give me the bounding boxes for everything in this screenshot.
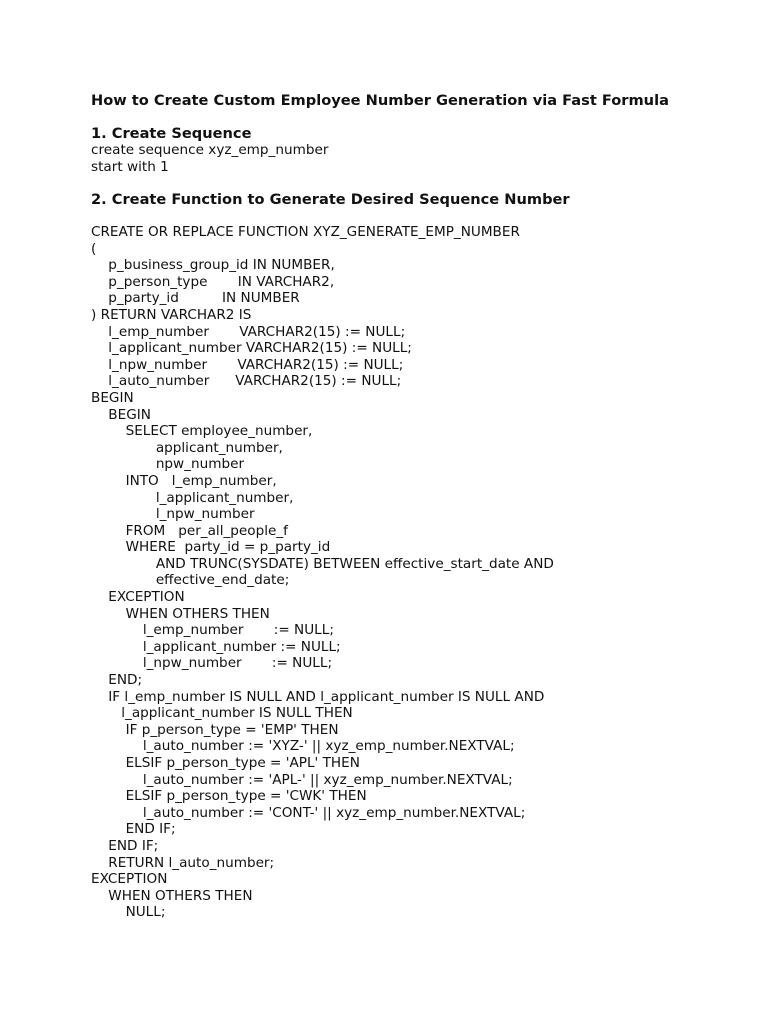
code-line: npw_number bbox=[91, 456, 245, 473]
code-block bbox=[91, 224, 554, 921]
code-line: EXCEPTION bbox=[91, 871, 168, 888]
code-line: p_business_group_id IN NUMBER, bbox=[91, 257, 335, 274]
code-line: l_auto_number VARCHAR2(15) := NULL; bbox=[91, 373, 402, 390]
code-line: p_party_id IN NUMBER bbox=[91, 290, 300, 307]
code-line: INTO l_emp_number, bbox=[91, 472, 277, 489]
code-line: CREATE OR REPLACE FUNCTION XYZ_GENERATE_EMP_NUMBER bbox=[91, 224, 520, 240]
code-line: BEGIN bbox=[91, 389, 134, 406]
code-line: NULL; bbox=[91, 904, 166, 921]
code-line: WHEN OTHERS THEN bbox=[91, 605, 270, 622]
code-line: l_emp_number VARCHAR2(15) := NULL; bbox=[91, 323, 406, 340]
code-line: WHERE party_id = p_party_id bbox=[91, 539, 331, 556]
code-line: END IF; bbox=[91, 837, 159, 854]
code-line: l_applicant_number VARCHAR2(15) := NULL; bbox=[91, 340, 412, 357]
code-line: l_npw_number bbox=[91, 506, 255, 523]
code-line: effective_end_date; bbox=[91, 572, 290, 589]
section-1-heading: 1. Create Sequence bbox=[91, 125, 252, 142]
code-line: WHEN OTHERS THEN bbox=[91, 887, 253, 904]
document-title: How to Create Custom Employee Number Generation via Fast Formula bbox=[91, 92, 669, 109]
code-line: l_emp_number := NULL; bbox=[91, 622, 334, 639]
code-line: applicant_number, bbox=[91, 439, 283, 456]
code-line: EXCEPTION bbox=[91, 589, 185, 606]
code-line: l_auto_number := 'CONT-' || xyz_emp_number.NEXTVAL; bbox=[91, 804, 526, 821]
code-line: ELSIF p_person_type = 'APL' THEN bbox=[91, 755, 360, 771]
code-line: ELSIF p_person_type = 'CWK' THEN bbox=[91, 788, 367, 805]
code-line: l_npw_number VARCHAR2(15) := NULL; bbox=[91, 356, 404, 373]
code-line: l_npw_number := NULL; bbox=[91, 655, 333, 672]
code-line: IF l_emp_number IS NULL AND l_applicant_number IS NULL AND bbox=[91, 688, 545, 705]
section-1-line: start with 1 bbox=[91, 159, 169, 175]
code-line: ) RETURN VARCHAR2 IS bbox=[91, 306, 252, 323]
section-2-heading: 2. Create Function to Generate Desired Sequence Number bbox=[91, 191, 570, 208]
code-line: l_auto_number := 'APL-' || xyz_emp_number.NEXTVAL; bbox=[91, 771, 513, 788]
code-line: END; bbox=[91, 672, 143, 689]
section-1-line: create sequence xyz_emp_number bbox=[91, 142, 329, 158]
code-line: SELECT employee_number, bbox=[91, 423, 313, 440]
code-line: l_applicant_number, bbox=[91, 489, 294, 506]
code-line: l_auto_number := 'XYZ-' || xyz_emp_number.NEXTVAL; bbox=[91, 738, 515, 755]
code-line: AND TRUNC(SYSDATE) BETWEEN effective_start_date AND bbox=[91, 555, 554, 572]
code-line: FROM per_all_people_f bbox=[91, 522, 288, 539]
code-line: IF p_person_type = 'EMP' THEN bbox=[91, 721, 339, 738]
code-line: END IF; bbox=[91, 821, 176, 838]
code-line: l_applicant_number := NULL; bbox=[91, 638, 341, 655]
code-line: l_applicant_number IS NULL THEN bbox=[91, 705, 353, 722]
code-line: BEGIN bbox=[91, 406, 151, 423]
code-line: RETURN l_auto_number; bbox=[91, 854, 275, 871]
code-line: p_person_type IN VARCHAR2, bbox=[91, 273, 335, 290]
code-line: ( bbox=[91, 240, 97, 257]
